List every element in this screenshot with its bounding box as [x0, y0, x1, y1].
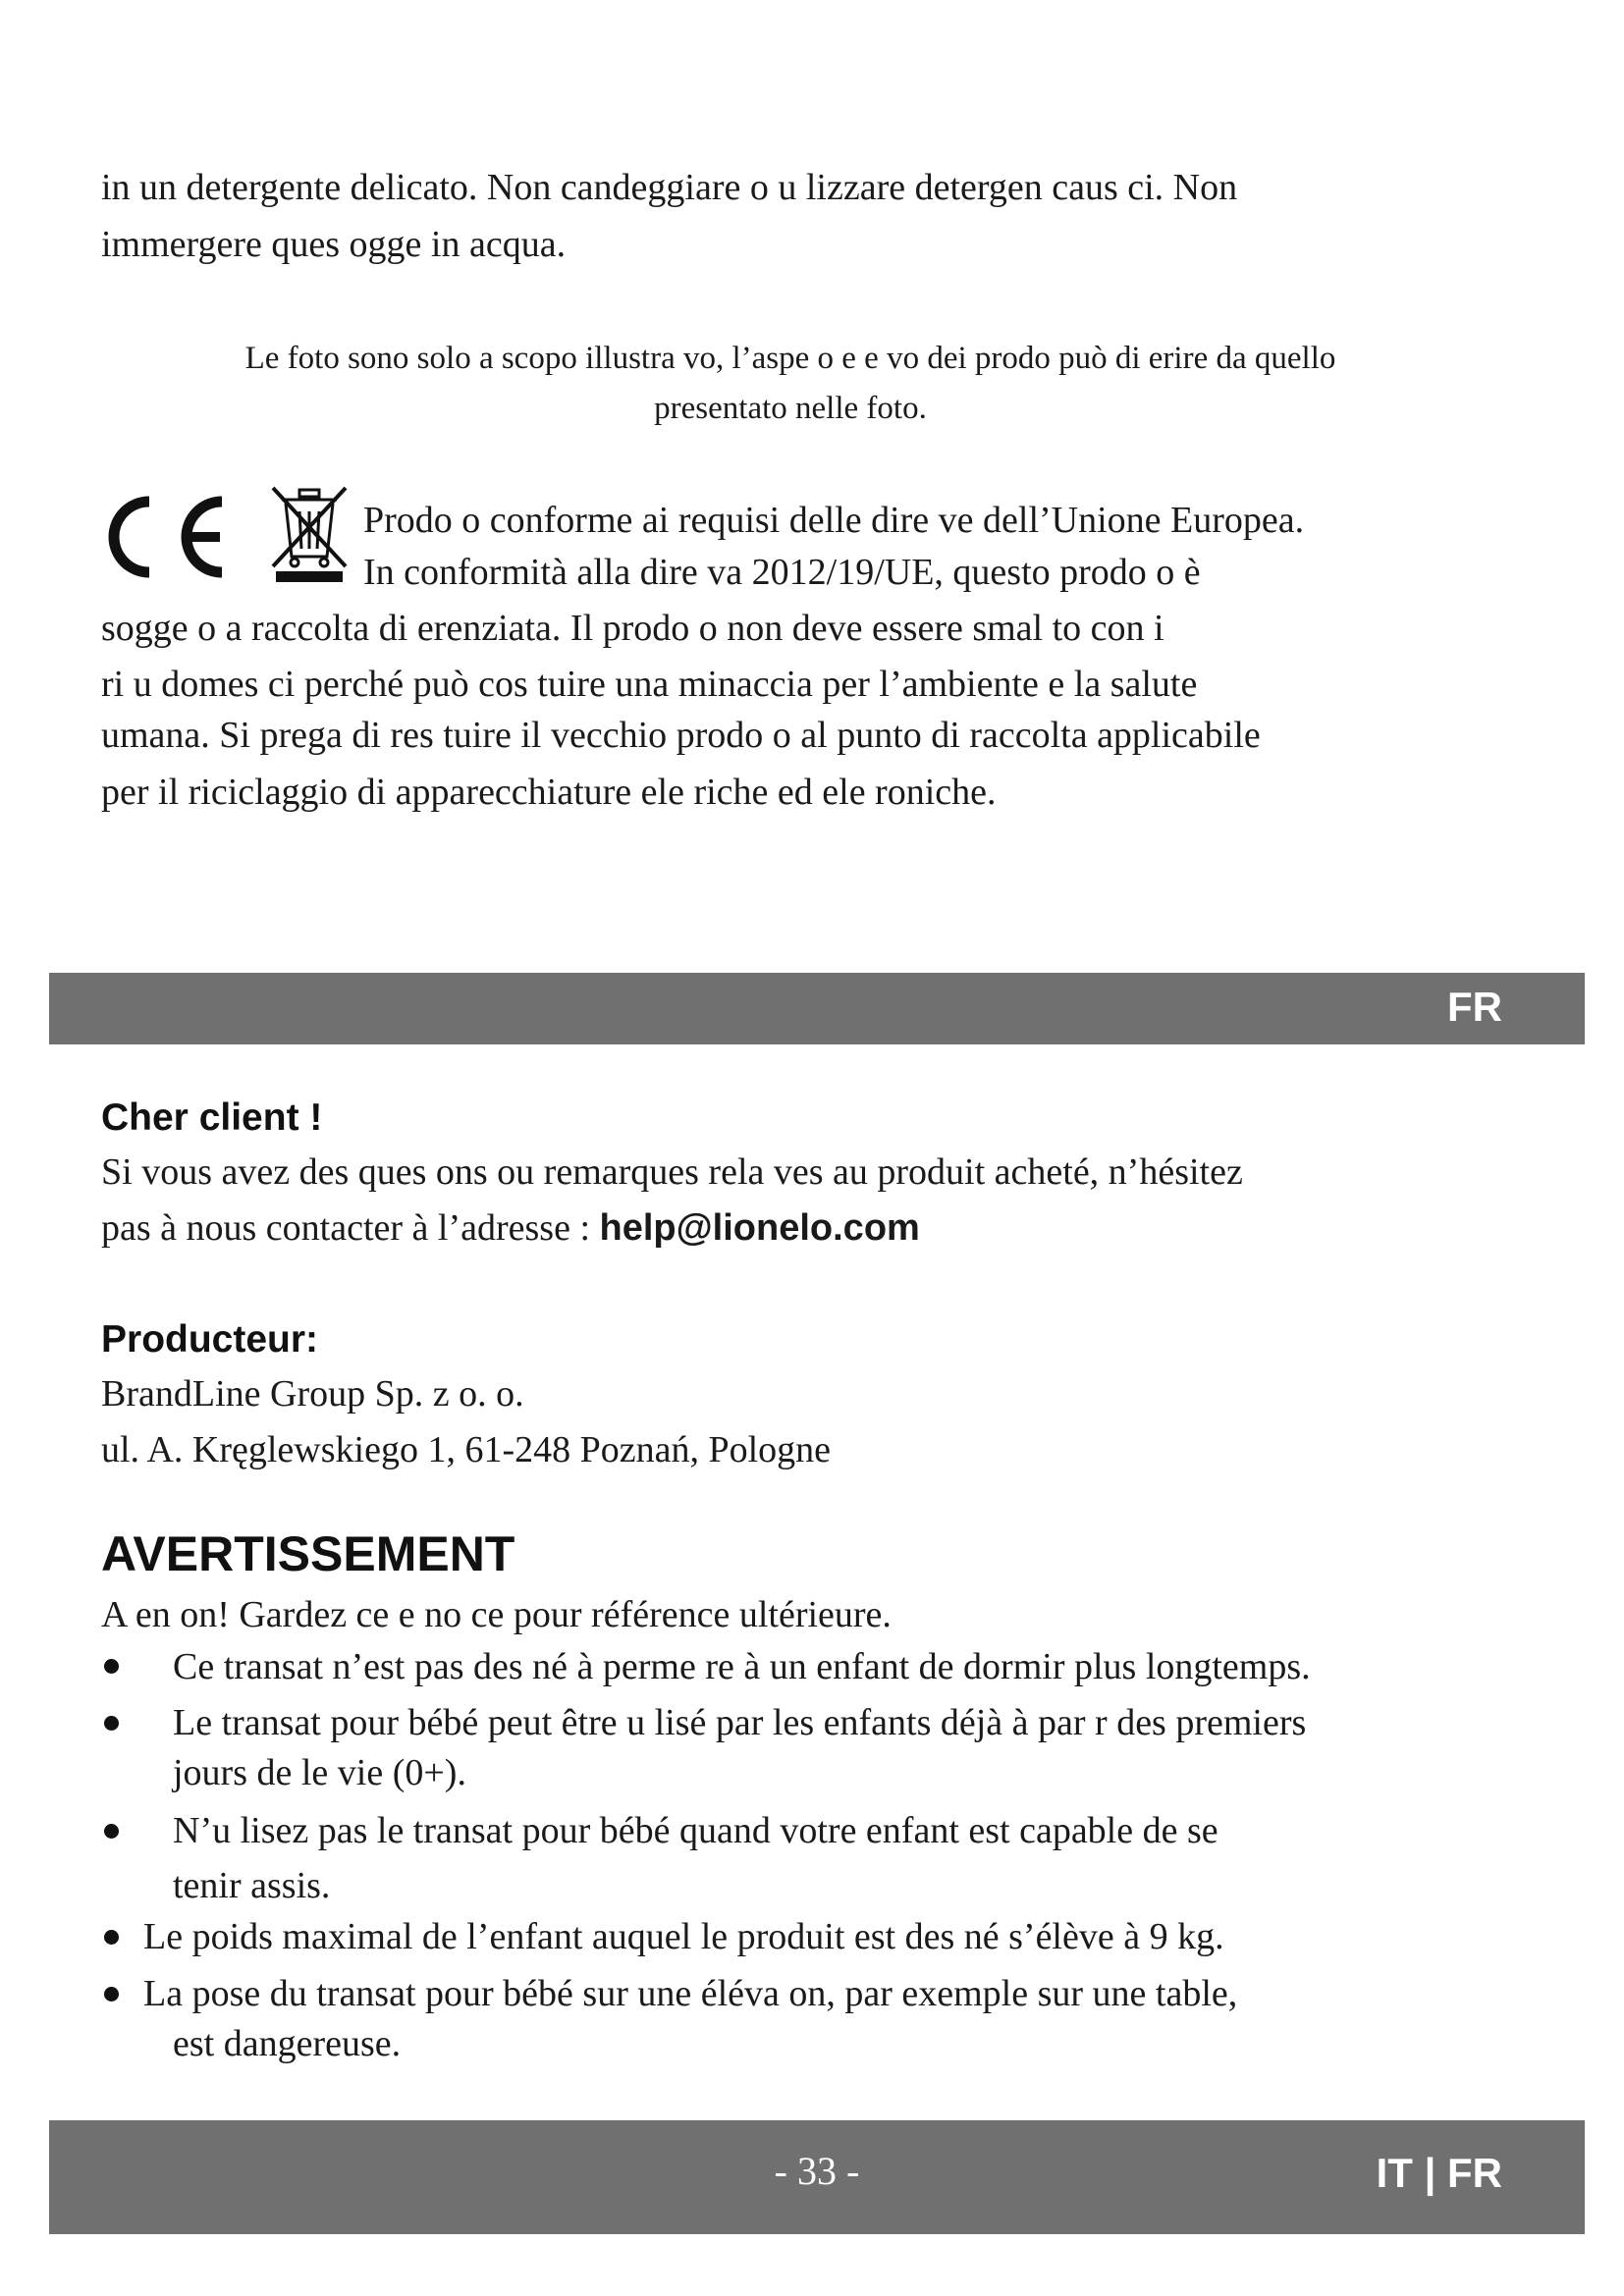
- bullet-text-continued: tenir assis.: [173, 1865, 331, 1906]
- ce-mark-icon: [98, 494, 231, 580]
- care-text-line-1: in un detergente delicato. Non candeggiare o u lizzare detergen caus ci. Non: [101, 167, 1238, 208]
- producer-name: BrandLine Group Sp. z o. o.: [101, 1373, 524, 1415]
- bullet-text: Le transat pour bébé peut être u lisé par les enfants déjà à par r des premiers: [173, 1702, 1307, 1743]
- fr-section-bar: [49, 973, 1585, 1044]
- bullet-dot: [104, 1824, 119, 1839]
- conformity-line-2: In conformità alla dire va 2012/19/UE, questo prodo o è: [363, 552, 1201, 593]
- weee-crossed-bin-icon: [270, 484, 349, 584]
- warning-heading: AVERTISSEMENT: [101, 1526, 515, 1581]
- bullet-dot: [104, 1930, 119, 1945]
- bullet-text: Ce transat n’est pas des né à perme re à un enfant de dormir plus longtemps.: [173, 1646, 1311, 1687]
- warning-intro: A en on! Gardez ce e no ce pour référence ultérieure.: [101, 1594, 892, 1635]
- contact-line-2: [101, 1201, 920, 1256]
- photo-note-line-1: Le foto sono solo a scopo illustra vo, l’aspe o e e vo dei prodo può di erire da quello: [244, 341, 1336, 376]
- producer-heading: Producteur:: [101, 1318, 319, 1361]
- bullet-text: Le poids maximal de l’enfant auquel le produit est des né s’élève à 9 kg.: [143, 1916, 1224, 1957]
- bullet-text: La pose du transat pour bébé sur une éléva on, par exemple sur une table,: [143, 1973, 1238, 2014]
- conformity-line-4: ri u domes ci perché può cos tuire una minaccia per l’ambiente e la salute: [101, 664, 1198, 705]
- bullet-text: N’u lisez pas le transat pour bébé quand votre enfant est capable de se: [173, 1810, 1218, 1851]
- bullet-dot: [104, 1716, 119, 1731]
- conformity-line-6: per il riciclaggio di apparecchiature ele riche ed ele roniche.: [101, 772, 997, 813]
- conformity-line-5: umana. Si prega di res tuire il vecchio prodo o al punto di raccolta applicabile: [101, 715, 1261, 756]
- contact-line-1: Si vous avez des ques ons ou remarques rela ves au produit acheté, n’hésitez: [101, 1151, 1243, 1193]
- email-link[interactable]: help@lionelo.com: [599, 1207, 920, 1249]
- bullet-dot: [104, 1987, 119, 2002]
- fr-bar-label: FR: [1447, 984, 1502, 1030]
- conformity-line-3: sogge o a raccolta di erenziata. Il prodo o non deve essere smal to con i: [101, 608, 1164, 649]
- bullet-text-continued: jours de le vie (0+).: [173, 1752, 466, 1793]
- bullet-text-continued: est dangereuse.: [173, 2023, 402, 2064]
- greeting-heading: Cher client !: [101, 1096, 323, 1139]
- conformity-line-1: Prodo o conforme ai requisi delle dire ve dell’Unione Europea.: [363, 500, 1305, 541]
- producer-address: ul. A. Kręglewskiego 1, 61-248 Poznań, Pologne: [101, 1429, 832, 1470]
- footer-language-tag: IT | FR: [1376, 2150, 1502, 2196]
- page-number: - 33 -: [774, 2149, 860, 2193]
- footer-bar: [49, 2120, 1585, 2234]
- care-text-line-2: immergere ques ogge in acqua.: [101, 224, 567, 265]
- bullet-dot: [104, 1659, 119, 1674]
- contact-text: pas à nous contacter à l’adresse :: [101, 1207, 591, 1249]
- photo-note-line-2: presentato nelle foto.: [654, 391, 927, 426]
